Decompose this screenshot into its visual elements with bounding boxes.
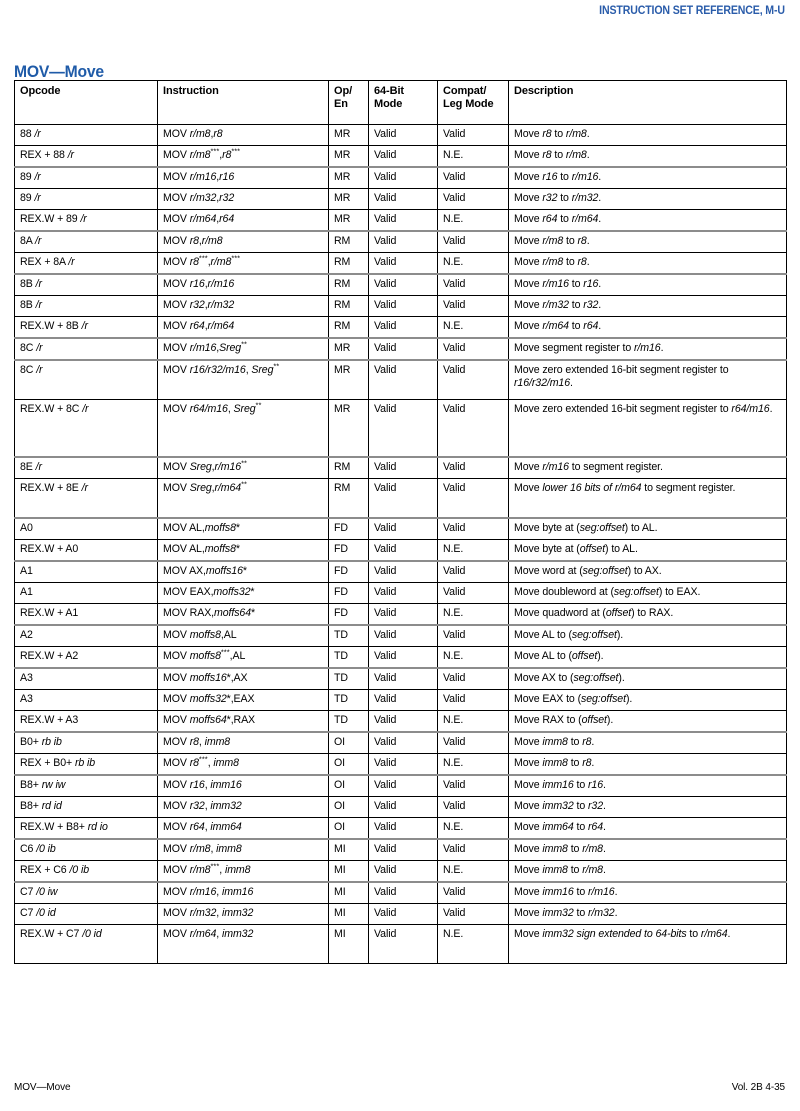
cell-opcode: REX + 8A /r [15, 253, 158, 275]
cell-64bit-mode: Valid [369, 210, 438, 232]
cell-op-en: FD [329, 540, 369, 562]
cell-description: Move imm8 to r/m8. [509, 839, 787, 861]
table-row [15, 925, 787, 964]
table-row [15, 400, 787, 458]
cell-description: Move imm8 to r8. [509, 732, 787, 754]
table-row [15, 540, 787, 562]
cell-op-en: MR [329, 360, 369, 400]
cell-op-en: FD [329, 561, 369, 583]
table-row [15, 360, 787, 400]
cell-instruction: MOV moffs8***,AL [158, 647, 329, 669]
table-row [15, 775, 787, 797]
cell-description: Move word at (seg:offset) to AX. [509, 561, 787, 583]
cell-op-en: MI [329, 904, 369, 925]
cell-64bit-mode: Valid [369, 146, 438, 168]
cell-opcode: A0 [15, 518, 158, 540]
cell-compat-leg: Valid [438, 668, 509, 690]
cell-op-en: FD [329, 604, 369, 626]
cell-instruction: MOV moffs32*,EAX [158, 690, 329, 711]
cell-op-en: RM [329, 317, 369, 339]
table-row [15, 604, 787, 626]
cell-opcode: 8C /r [15, 338, 158, 360]
cell-instruction: MOV r/m16,Sreg** [158, 338, 329, 360]
cell-opcode: C7 /0 iw [15, 882, 158, 904]
cell-description: Move AL to (seg:offset). [509, 625, 787, 647]
cell-compat-leg: N.E. [438, 711, 509, 733]
cell-64bit-mode: Valid [369, 274, 438, 296]
cell-op-en: TD [329, 625, 369, 647]
cell-instruction: MOV r64, imm64 [158, 818, 329, 840]
cell-instruction: MOV r/m8, imm8 [158, 839, 329, 861]
cell-compat-leg: Valid [438, 338, 509, 360]
cell-opcode: 88 /r [15, 125, 158, 146]
cell-instruction: MOV AL,moffs8* [158, 540, 329, 562]
cell-instruction: MOV moffs64*,RAX [158, 711, 329, 733]
cell-description: Move imm64 to r64. [509, 818, 787, 840]
cell-description: Move r/m16 to segment register. [509, 457, 787, 479]
cell-64bit-mode: Valid [369, 561, 438, 583]
cell-instruction: MOV AL,moffs8* [158, 518, 329, 540]
cell-opcode: C6 /0 ib [15, 839, 158, 861]
cell-description: Move imm16 to r/m16. [509, 882, 787, 904]
cell-64bit-mode: Valid [369, 904, 438, 925]
cell-compat-leg: N.E. [438, 818, 509, 840]
cell-opcode: C7 /0 id [15, 904, 158, 925]
cell-instruction: MOV RAX,moffs64* [158, 604, 329, 626]
table-body [15, 125, 787, 964]
column-header-description: Description [509, 81, 787, 125]
cell-64bit-mode: Valid [369, 400, 438, 458]
cell-64bit-mode: Valid [369, 925, 438, 964]
cell-description: Move r/m8 to r8. [509, 231, 787, 253]
cell-description: Move AX to (seg:offset). [509, 668, 787, 690]
cell-64bit-mode: Valid [369, 861, 438, 883]
cell-opcode: 8B /r [15, 274, 158, 296]
cell-compat-leg: Valid [438, 189, 509, 210]
cell-op-en: RM [329, 457, 369, 479]
cell-64bit-mode: Valid [369, 189, 438, 210]
cell-op-en: MI [329, 882, 369, 904]
cell-opcode: REX.W + A0 [15, 540, 158, 562]
cell-description: Move imm16 to r16. [509, 775, 787, 797]
cell-opcode: 8E /r [15, 457, 158, 479]
cell-64bit-mode: Valid [369, 647, 438, 669]
cell-opcode: A1 [15, 583, 158, 604]
cell-op-en: RM [329, 296, 369, 317]
cell-compat-leg: Valid [438, 479, 509, 519]
cell-instruction: MOV Sreg,r/m64** [158, 479, 329, 519]
table-row [15, 518, 787, 540]
cell-instruction: MOV r8***,r/m8*** [158, 253, 329, 275]
cell-64bit-mode: Valid [369, 625, 438, 647]
table-row [15, 146, 787, 168]
cell-compat-leg: N.E. [438, 754, 509, 776]
cell-instruction: MOV r8***, imm8 [158, 754, 329, 776]
cell-description: Move r/m32 to r32. [509, 296, 787, 317]
cell-description: Move imm32 to r/m32. [509, 904, 787, 925]
cell-op-en: OI [329, 797, 369, 818]
cell-op-en: RM [329, 253, 369, 275]
cell-description: Move byte at (seg:offset) to AL. [509, 518, 787, 540]
table-row [15, 167, 787, 189]
cell-64bit-mode: Valid [369, 839, 438, 861]
table-header-row [15, 81, 787, 125]
footer-right: Vol. 2B 4-35 [731, 1082, 785, 1093]
cell-64bit-mode: Valid [369, 317, 438, 339]
cell-instruction: MOV r/m64, imm32 [158, 925, 329, 964]
table-row [15, 882, 787, 904]
table-row [15, 253, 787, 275]
cell-instruction: MOV r64,r/m64 [158, 317, 329, 339]
cell-instruction: MOV r/m16, imm16 [158, 882, 329, 904]
cell-opcode: REX.W + A3 [15, 711, 158, 733]
cell-op-en: MR [329, 167, 369, 189]
table-row [15, 647, 787, 669]
cell-description: Move r/m16 to r16. [509, 274, 787, 296]
cell-64bit-mode: Valid [369, 732, 438, 754]
cell-description: Move EAX to (seg:offset). [509, 690, 787, 711]
cell-description: Move imm32 sign extended to 64-bits to r/m64. [509, 925, 787, 964]
cell-64bit-mode: Valid [369, 231, 438, 253]
cell-64bit-mode: Valid [369, 797, 438, 818]
cell-description: Move r32 to r/m32. [509, 189, 787, 210]
cell-compat-leg: N.E. [438, 861, 509, 883]
column-header-op-en [329, 81, 369, 125]
table-row [15, 317, 787, 339]
cell-op-en: MR [329, 338, 369, 360]
cell-description: Move r8 to r/m8. [509, 146, 787, 168]
cell-instruction: MOV moffs16*,AX [158, 668, 329, 690]
cell-opcode: REX + B0+ rb ib [15, 754, 158, 776]
cell-opcode: A3 [15, 668, 158, 690]
table-row [15, 338, 787, 360]
op-en-line-1: Op/ [334, 85, 353, 97]
table-row [15, 457, 787, 479]
cell-compat-leg: Valid [438, 400, 509, 458]
cell-instruction: MOV r/m64,r64 [158, 210, 329, 232]
cell-description: Move zero extended 16-bit segment register to r16/r32/m16. [509, 360, 787, 400]
cell-op-en: RM [329, 274, 369, 296]
cell-opcode: REX + 88 /r [15, 146, 158, 168]
instruction-table [14, 80, 787, 964]
cell-64bit-mode: Valid [369, 338, 438, 360]
cell-compat-leg: N.E. [438, 146, 509, 168]
cell-op-en: FD [329, 583, 369, 604]
cell-compat-leg: Valid [438, 625, 509, 647]
table-row [15, 479, 787, 519]
cell-compat-leg: Valid [438, 296, 509, 317]
cell-opcode: 8B /r [15, 296, 158, 317]
table-row [15, 231, 787, 253]
cell-description: Move imm8 to r/m8. [509, 861, 787, 883]
cell-instruction: MOV r/m32,r32 [158, 189, 329, 210]
cell-64bit-mode: Valid [369, 583, 438, 604]
cell-64bit-mode: Valid [369, 882, 438, 904]
table-row [15, 189, 787, 210]
table-row [15, 797, 787, 818]
cell-description: Move r8 to r/m8. [509, 125, 787, 146]
cell-instruction: MOV r32, imm32 [158, 797, 329, 818]
cell-instruction: MOV r16,r/m16 [158, 274, 329, 296]
cell-64bit-mode: Valid [369, 604, 438, 626]
cell-64bit-mode: Valid [369, 775, 438, 797]
table-row [15, 861, 787, 883]
table-row [15, 818, 787, 840]
cell-description: Move doubleword at (seg:offset) to EAX. [509, 583, 787, 604]
cell-instruction: MOV Sreg,r/m16** [158, 457, 329, 479]
cell-compat-leg: N.E. [438, 925, 509, 964]
cell-description: Move lower 16 bits of r/m64 to segment register. [509, 479, 787, 519]
cell-opcode: REX.W + 8E /r [15, 479, 158, 519]
cell-64bit-mode: Valid [369, 479, 438, 519]
cell-compat-leg: Valid [438, 797, 509, 818]
cell-instruction: MOV r/m16,r16 [158, 167, 329, 189]
table-row [15, 561, 787, 583]
cell-64bit-mode: Valid [369, 125, 438, 146]
cell-64bit-mode: Valid [369, 711, 438, 733]
cell-description: Move quadword at (offset) to RAX. [509, 604, 787, 626]
cell-opcode: REX.W + A1 [15, 604, 158, 626]
cell-op-en: OI [329, 818, 369, 840]
table-row [15, 711, 787, 733]
table-header [15, 81, 787, 125]
cell-instruction: MOV r64/m16, Sreg** [158, 400, 329, 458]
cell-opcode: REX + C6 /0 ib [15, 861, 158, 883]
cell-op-en: TD [329, 690, 369, 711]
cell-compat-leg: Valid [438, 360, 509, 400]
cell-description: Move byte at (offset) to AL. [509, 540, 787, 562]
cell-compat-leg: Valid [438, 882, 509, 904]
table-row [15, 296, 787, 317]
cell-op-en: MI [329, 861, 369, 883]
cell-64bit-mode: Valid [369, 818, 438, 840]
cell-opcode: B8+ rd id [15, 797, 158, 818]
cell-opcode: A3 [15, 690, 158, 711]
cell-op-en: MI [329, 839, 369, 861]
cell-description: Move AL to (offset). [509, 647, 787, 669]
compat-line-1: Compat/ [443, 85, 487, 97]
cell-opcode: REX.W + A2 [15, 647, 158, 669]
cell-64bit-mode: Valid [369, 518, 438, 540]
cell-op-en: RM [329, 231, 369, 253]
cell-opcode: REX.W + C7 /0 id [15, 925, 158, 964]
table-row [15, 904, 787, 925]
cell-op-en: RM [329, 479, 369, 519]
cell-instruction: MOV r8,r/m8 [158, 231, 329, 253]
cell-op-en: OI [329, 732, 369, 754]
table-row [15, 625, 787, 647]
instruction-table-wrapper [14, 80, 786, 964]
cell-opcode: REX.W + 8B /r [15, 317, 158, 339]
cell-description: Move r/m8 to r8. [509, 253, 787, 275]
cell-instruction: MOV r/m32, imm32 [158, 904, 329, 925]
cell-compat-leg: Valid [438, 904, 509, 925]
cell-compat-leg: Valid [438, 839, 509, 861]
cell-compat-leg: Valid [438, 732, 509, 754]
cell-64bit-mode: Valid [369, 668, 438, 690]
cell-description: Move RAX to (offset). [509, 711, 787, 733]
column-header-instruction: Instruction [158, 81, 329, 125]
cell-instruction: MOV r/m8***,r8*** [158, 146, 329, 168]
cell-description: Move zero extended 16-bit segment register to r64/m16. [509, 400, 787, 458]
cell-op-en: MR [329, 189, 369, 210]
cell-64bit-mode: Valid [369, 253, 438, 275]
compat-line-2: Leg Mode [443, 97, 494, 110]
cell-compat-leg: Valid [438, 167, 509, 189]
cell-instruction: MOV r/m8***, imm8 [158, 861, 329, 883]
cell-description: Move segment register to r/m16. [509, 338, 787, 360]
page-title: MOV—Move [14, 63, 104, 82]
cell-compat-leg: N.E. [438, 210, 509, 232]
cell-description: Move r64 to r/m64. [509, 210, 787, 232]
cell-compat-leg: Valid [438, 775, 509, 797]
cell-op-en: TD [329, 647, 369, 669]
running-head: INSTRUCTION SET REFERENCE, M-U [599, 5, 785, 17]
cell-64bit-mode: Valid [369, 690, 438, 711]
cell-opcode: REX.W + B8+ rd io [15, 818, 158, 840]
cell-compat-leg: Valid [438, 274, 509, 296]
column-header-64bit-mode [369, 81, 438, 125]
mode64-line-2: Mode [374, 97, 403, 110]
cell-compat-leg: Valid [438, 561, 509, 583]
cell-64bit-mode: Valid [369, 296, 438, 317]
cell-op-en: FD [329, 518, 369, 540]
cell-opcode: REX.W + 8C /r [15, 400, 158, 458]
cell-opcode: A1 [15, 561, 158, 583]
cell-compat-leg: N.E. [438, 604, 509, 626]
op-en-line-2: En [334, 97, 348, 110]
cell-op-en: OI [329, 775, 369, 797]
cell-compat-leg: Valid [438, 231, 509, 253]
table-row [15, 839, 787, 861]
cell-op-en: TD [329, 668, 369, 690]
cell-compat-leg: Valid [438, 690, 509, 711]
cell-opcode: REX.W + 89 /r [15, 210, 158, 232]
cell-compat-leg: Valid [438, 125, 509, 146]
cell-64bit-mode: Valid [369, 360, 438, 400]
table-row [15, 754, 787, 776]
cell-instruction: MOV r32,r/m32 [158, 296, 329, 317]
cell-instruction: MOV AX,moffs16* [158, 561, 329, 583]
cell-instruction: MOV moffs8,AL [158, 625, 329, 647]
cell-compat-leg: Valid [438, 518, 509, 540]
cell-instruction: MOV EAX,moffs32* [158, 583, 329, 604]
cell-op-en: MR [329, 125, 369, 146]
cell-compat-leg: N.E. [438, 647, 509, 669]
table-row [15, 210, 787, 232]
cell-description: Move r16 to r/m16. [509, 167, 787, 189]
cell-instruction: MOV r16/r32/m16, Sreg** [158, 360, 329, 400]
cell-opcode: 89 /r [15, 189, 158, 210]
cell-compat-leg: Valid [438, 457, 509, 479]
cell-64bit-mode: Valid [369, 754, 438, 776]
cell-op-en: OI [329, 754, 369, 776]
cell-compat-leg: N.E. [438, 540, 509, 562]
cell-opcode: 89 /r [15, 167, 158, 189]
cell-opcode: A2 [15, 625, 158, 647]
cell-opcode: 8C /r [15, 360, 158, 400]
column-header-compat-leg-mode [438, 81, 509, 125]
cell-description: Move r/m64 to r64. [509, 317, 787, 339]
cell-64bit-mode: Valid [369, 540, 438, 562]
table-row [15, 583, 787, 604]
table-row [15, 732, 787, 754]
cell-op-en: TD [329, 711, 369, 733]
cell-instruction: MOV r/m8,r8 [158, 125, 329, 146]
cell-description: Move imm8 to r8. [509, 754, 787, 776]
cell-instruction: MOV r16, imm16 [158, 775, 329, 797]
cell-opcode: 8A /r [15, 231, 158, 253]
table-row [15, 274, 787, 296]
cell-opcode: B8+ rw iw [15, 775, 158, 797]
table-row [15, 125, 787, 146]
cell-compat-leg: N.E. [438, 253, 509, 275]
cell-64bit-mode: Valid [369, 167, 438, 189]
cell-64bit-mode: Valid [369, 457, 438, 479]
cell-op-en: MI [329, 925, 369, 964]
cell-compat-leg: Valid [438, 583, 509, 604]
column-header-opcode: Opcode [15, 81, 158, 125]
cell-op-en: MR [329, 146, 369, 168]
cell-description: Move imm32 to r32. [509, 797, 787, 818]
footer-left: MOV—Move [14, 1082, 71, 1093]
cell-instruction: MOV r8, imm8 [158, 732, 329, 754]
cell-op-en: MR [329, 400, 369, 458]
table-row [15, 668, 787, 690]
mode64-line-1: 64-Bit [374, 85, 404, 97]
cell-compat-leg: N.E. [438, 317, 509, 339]
table-row [15, 690, 787, 711]
cell-op-en: MR [329, 210, 369, 232]
cell-opcode: B0+ rb ib [15, 732, 158, 754]
